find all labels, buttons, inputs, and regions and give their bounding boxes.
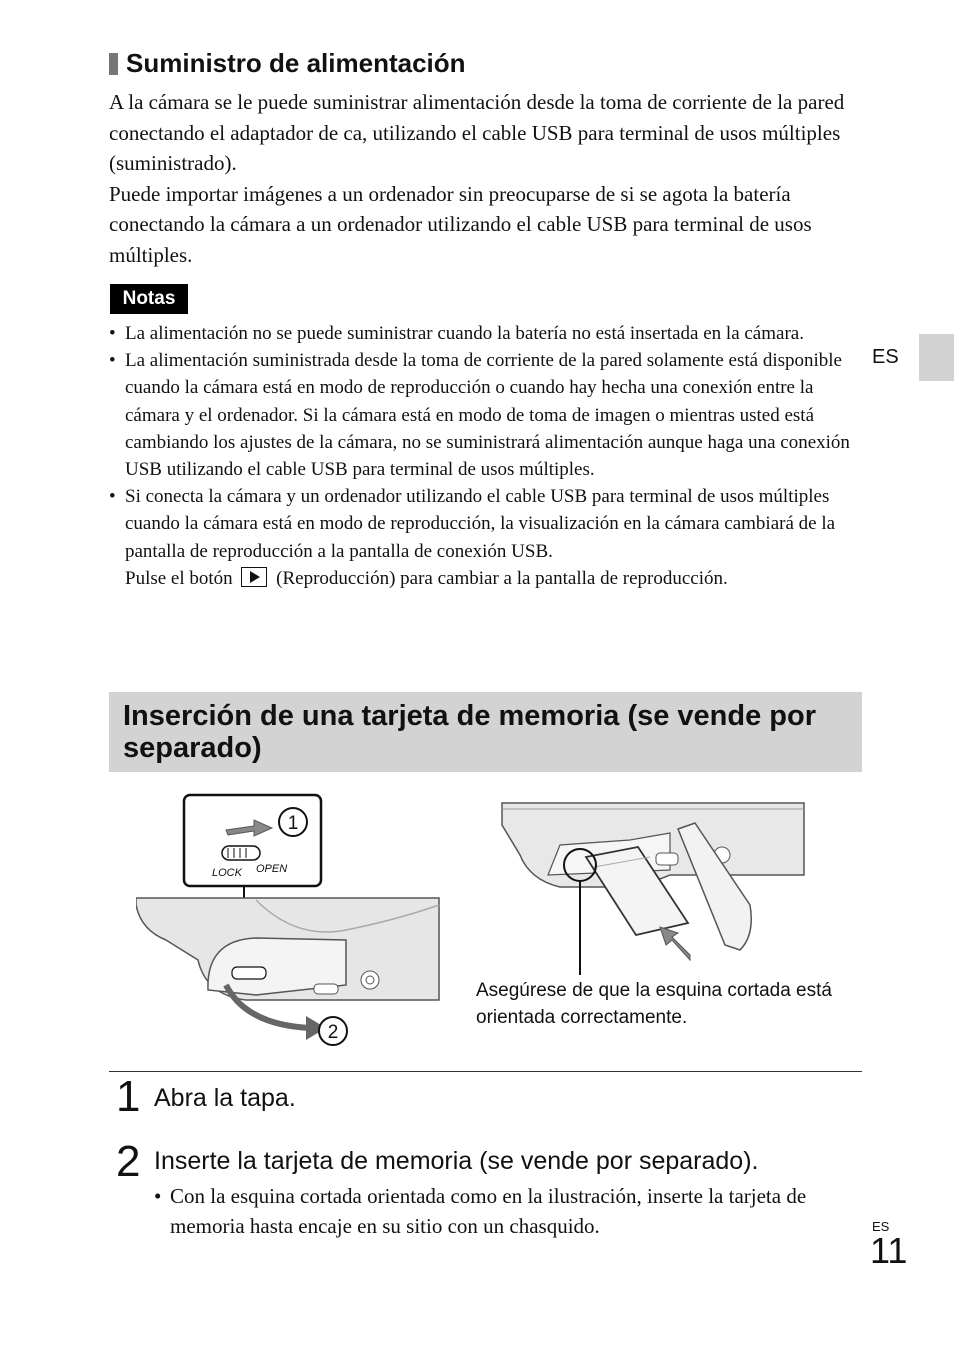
steps-divider (109, 1071, 862, 1072)
step-2-note (154, 1181, 880, 1241)
footer-language: ES (872, 1219, 890, 1234)
note-text: La alimentación suministrada desde la toma de corriente de la pared solamente está disponible cuando la cámara está en modo de reproducción o cuando hay hecha una conexión entre la cámara y el ordenador. Si la cámara está en modo de toma de imagen o mientras usted está cambiando los ajustes de la cámara, no se suministrará alimentación aunque haga una conexión USB utilizando el cable USB para terminal de usos múltiples. (125, 350, 850, 481)
bullet: • (109, 486, 116, 508)
lock-label: LOCK (212, 867, 242, 879)
callout-2-label: 2 (327, 1022, 339, 1043)
intro-paragraph-2: Puede importar imágenes a un ordenador sin preocuparse de si se agota la batería conectando la cámara a un ordenador utilizando el cable USB para terminal de usos múltiples. (109, 181, 812, 267)
notes-list (109, 320, 864, 592)
open-label: OPEN (256, 863, 288, 875)
page-number: 11 (870, 1230, 908, 1271)
note-item (109, 483, 864, 592)
section-title (109, 48, 466, 79)
step-2-note-text: Con la esquina cortada orientada como en la ilustración, inserte la tarjeta de memoria hasta encaje en su sitio con un chasquido. (170, 1184, 807, 1238)
tripod-socket (361, 971, 379, 989)
illustration-caption: Asegúrese de que la esquina cortada está orientada correctamente. (476, 980, 832, 1028)
usb-port (656, 853, 678, 865)
step-2-text: Inserte la tarjeta de memoria (se vende por separado). (154, 1147, 759, 1175)
bullet: • (109, 323, 116, 344)
note-item (109, 320, 864, 347)
camera-cover-illustration (136, 790, 446, 1055)
section-marker-icon (109, 53, 118, 75)
intro-text (109, 87, 869, 270)
step-2-number: 2 (116, 1137, 141, 1186)
section-header-band (109, 692, 862, 772)
usb-port (314, 984, 338, 994)
bullet: • (154, 1184, 162, 1208)
note-text: Si conecta la cámara y un ordenador utilizando el cable USB para terminal de usos múltiples cuando la cámara está en modo de reproducción, la visualización en la cámara cambiará de la pantalla de reproducción a la pantalla de conexión USB. (125, 486, 836, 562)
section-title-text: Suministro de alimentación (126, 48, 466, 78)
step-1-text: Abra la tapa. (154, 1084, 296, 1112)
thumb-index-tab (919, 334, 954, 381)
intro-paragraph-1: A la cámara se le puede suministrar alimentación desde la toma de corriente de la pared conectando el adaptador de ca, utilizando el cable USB para terminal de usos múltiples (suministrado). (109, 90, 845, 175)
note-text-tail: Pulse el botón (125, 567, 233, 589)
language-label: ES (872, 346, 899, 368)
cover-slider (232, 967, 266, 979)
bullet: • (109, 350, 116, 372)
note-text-tail: (Reproducción) para cambiar a la pantalla de reproducción. (276, 567, 728, 589)
note-text: La alimentación no se puede suministrar cuando la batería no está insertada en la cámara. (125, 323, 804, 344)
note-item (109, 347, 864, 483)
playback-button-icon (241, 567, 267, 587)
arrow-up-left-icon (660, 927, 690, 960)
section-header-title: Inserción de una tarjeta de memoria (se vende por separado) (123, 700, 816, 764)
notes-badge: Notas (110, 284, 188, 314)
step-1-number: 1 (116, 1072, 141, 1121)
callout-1-label: 1 (287, 813, 299, 834)
lock-inset-box (184, 795, 321, 886)
card-insertion-illustration (500, 795, 810, 980)
